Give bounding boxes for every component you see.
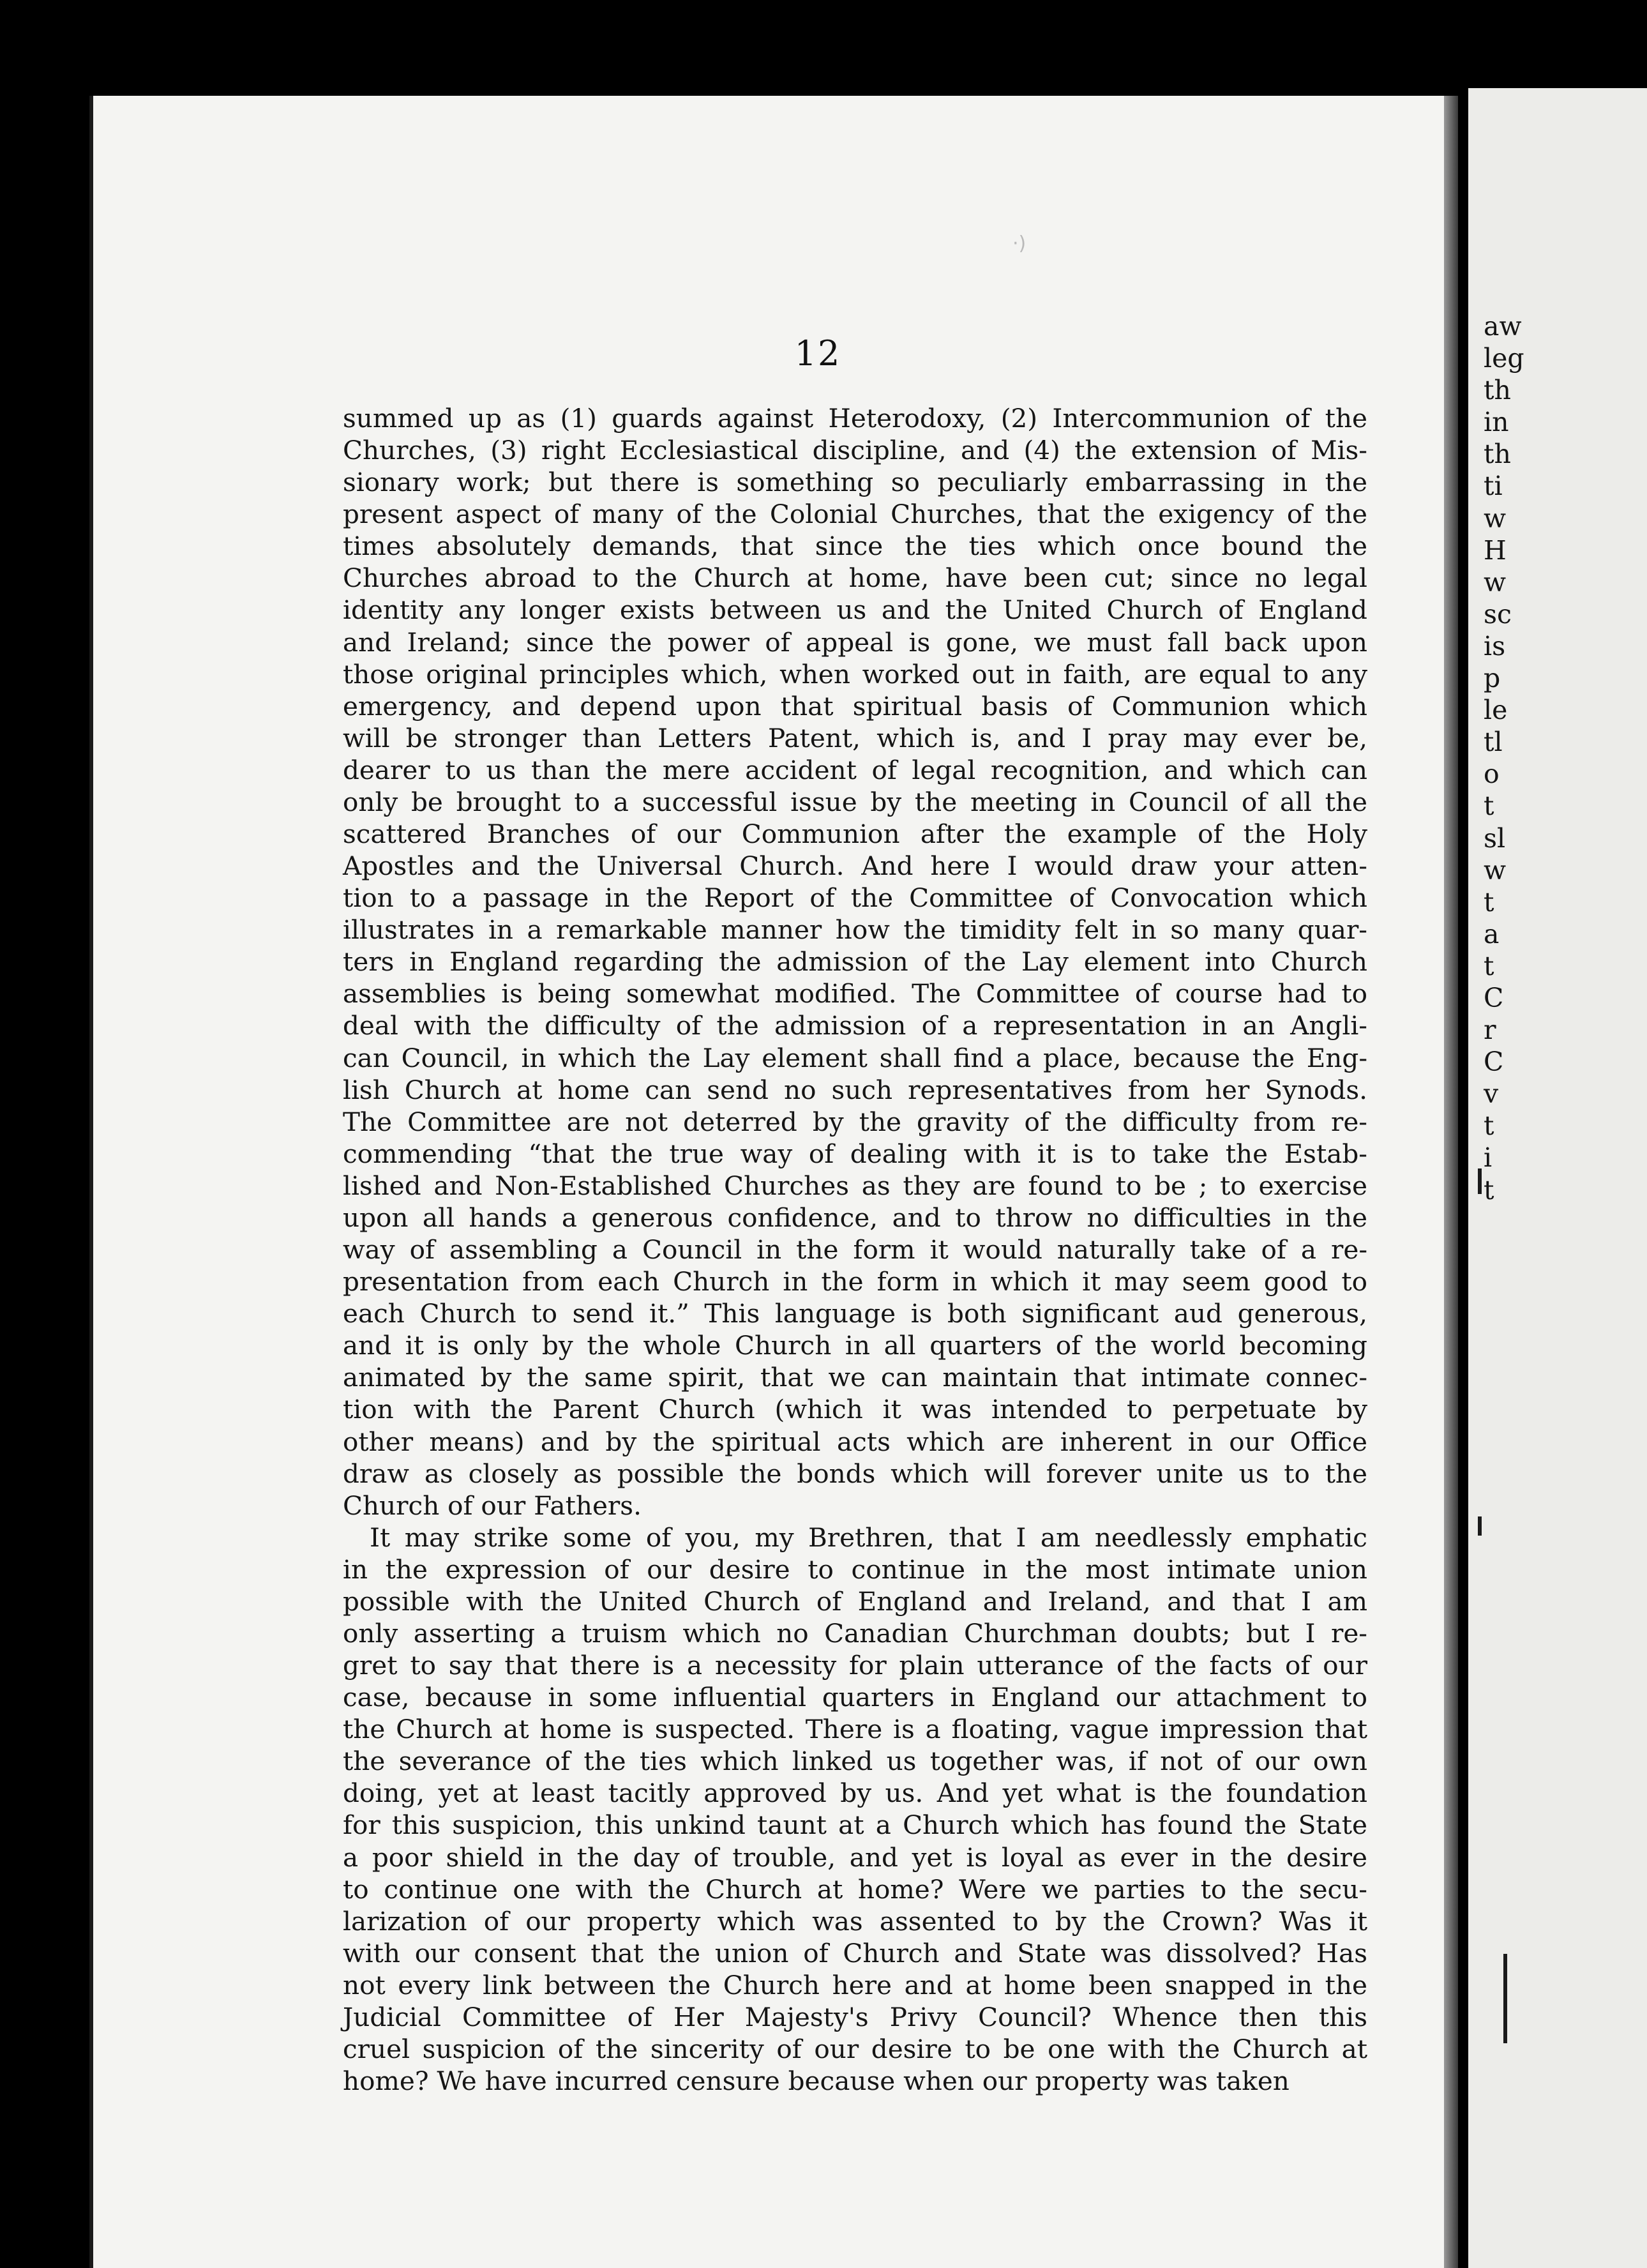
facing-line-fragment: leg bbox=[1484, 343, 1524, 374]
text-line: will be stronger than Letters Patent, which is, and I pray may ever be, bbox=[343, 722, 1367, 753]
book-page bbox=[89, 96, 1450, 2268]
text-line: those original principles which, when worked out in faith, are equal to any bbox=[343, 658, 1367, 690]
text-line: Churches, (3) right Ecclesiastical discipline, and (4) the extension of Mis- bbox=[343, 435, 1367, 466]
facing-line-fragment: sl bbox=[1484, 822, 1506, 854]
text-line: times absolutely demands, that since the ties which once bound the bbox=[343, 531, 1367, 562]
facing-line-fragment: in bbox=[1484, 407, 1509, 438]
text-line: sionary work; but there is something so peculiarly embarrassing in the bbox=[343, 467, 1367, 498]
text-line: lish Church at home can send no such representatives from her Synods. bbox=[343, 1074, 1367, 1105]
text-line: summed up as (1) guards against Heterodoxy, (2) Intercommunion of the bbox=[343, 403, 1367, 434]
text-line: Churches abroad to the Church at home, have been cut; since no legal bbox=[343, 563, 1367, 594]
facing-line-fragment: is bbox=[1484, 630, 1506, 662]
text-line: Church of our Fathers. bbox=[343, 1490, 642, 1521]
text-line: larization of our property which was assented to by the Crown? Was it bbox=[343, 1905, 1367, 1937]
text-line: Apostles and the Universal Church. And here I would draw your atten- bbox=[343, 850, 1367, 882]
ink-smudge: ·) bbox=[1012, 232, 1027, 255]
text-line: can Council, in which the Lay element shall find a place, because the Eng- bbox=[343, 1042, 1367, 1073]
text-line: The Committee are not deterred by the gravity of the difficulty from re- bbox=[343, 1106, 1367, 1137]
text-line: only be brought to a successful issue by the meeting in Council of all the bbox=[343, 786, 1367, 817]
text-line: way of assembling a Council in the form it would naturally take of a re- bbox=[343, 1234, 1367, 1266]
edge-mark bbox=[1478, 1516, 1482, 1536]
text-line: for this suspicion, this unkind taunt at a Church which has found the State bbox=[343, 1810, 1367, 1841]
facing-line-fragment: t bbox=[1484, 1174, 1494, 1206]
text-line: commending “that the true way of dealing with it is to take the Estab- bbox=[343, 1138, 1367, 1169]
facing-line-fragment: tl bbox=[1484, 727, 1503, 758]
text-line: the severance of the ties which linked us together was, if not of our own bbox=[343, 1746, 1367, 1777]
text-line: lished and Non-Established Churches as they are found to be ; to exercise bbox=[343, 1170, 1367, 1201]
facing-line-fragment: C bbox=[1484, 982, 1504, 1013]
text-line: dearer to us than the mere accident of legal recognition, and which can bbox=[343, 754, 1367, 785]
text-line: and it is only by the whole Church in all quarters of the world becoming bbox=[343, 1330, 1367, 1361]
facing-line-fragment: v bbox=[1484, 1078, 1499, 1110]
facing-line-fragment: o bbox=[1484, 759, 1500, 790]
text-line: home? We have incurred censure because when our property was taken bbox=[343, 2066, 1290, 2097]
text-line: the Church at home is suspected. There is a floating, vague impression that bbox=[343, 1714, 1367, 1745]
text-line: emergency, and depend upon that spiritual basis of Communion which bbox=[343, 690, 1367, 722]
facing-line-fragment: w bbox=[1484, 854, 1507, 886]
edge-mark bbox=[1503, 1954, 1507, 2043]
facing-line-fragment: i bbox=[1484, 1142, 1493, 1174]
text-line: upon all hands a generous confidence, and to throw no difficulties in the bbox=[343, 1202, 1367, 1233]
edge-mark bbox=[1478, 1168, 1482, 1194]
facing-line-fragment: aw bbox=[1484, 311, 1522, 342]
text-line: Judicial Committee of Her Majesty's Privy Council? Whence then this bbox=[343, 2001, 1367, 2032]
text-line: It may strike some of you, my Brethren, that I am needlessly emphatic bbox=[370, 1522, 1367, 1553]
text-line: assemblies is being somewhat modified. The Committee of course had to bbox=[343, 978, 1367, 1009]
facing-line-fragment: sc bbox=[1484, 598, 1512, 630]
page-edge-shadow bbox=[1444, 96, 1458, 2268]
text-line: animated by the same spirit, that we can maintain that intimate connec- bbox=[343, 1362, 1367, 1393]
text-line: identity any longer exists between us and the United Church of England bbox=[343, 594, 1367, 626]
text-line: deal with the difficulty of the admission of a representation in an Angli- bbox=[343, 1010, 1367, 1041]
facing-line-fragment: p bbox=[1484, 663, 1501, 694]
facing-line-fragment: le bbox=[1484, 695, 1508, 726]
page-number: 12 bbox=[794, 333, 841, 374]
text-line: cruel suspicion of the sincerity of our desire to be one with the Church at bbox=[343, 2033, 1367, 2064]
text-line: other means) and by the spiritual acts which are inherent in our Office bbox=[343, 1426, 1367, 1457]
facing-line-fragment: t bbox=[1484, 950, 1494, 981]
text-line: gret to say that there is a necessity for plain utterance of the facts of our bbox=[343, 1650, 1367, 1681]
facing-line-fragment: t bbox=[1484, 790, 1494, 822]
facing-line-fragment: r bbox=[1484, 1015, 1496, 1046]
facing-line-fragment: ti bbox=[1484, 471, 1503, 502]
page-body-text bbox=[343, 402, 1367, 2097]
facing-line-fragment: t bbox=[1484, 1110, 1494, 1142]
facing-line-fragment: w bbox=[1484, 566, 1507, 598]
text-line: doing, yet at least tacitly approved by us. And yet what is the foundation bbox=[343, 1778, 1367, 1809]
text-line: tion with the Parent Church (which it was intended to perpetuate by bbox=[343, 1394, 1367, 1425]
text-line: each Church to send it.” This language is both significant aud generous, bbox=[343, 1298, 1367, 1329]
text-line: with our consent that the union of Church and State was dissolved? Has bbox=[343, 1937, 1367, 1969]
facing-line-fragment: w bbox=[1484, 503, 1507, 534]
facing-line-fragment: C bbox=[1484, 1047, 1504, 1078]
text-line: to continue one with the Church at home? Were we parties to the secu- bbox=[343, 1873, 1367, 1905]
facing-line-fragment: a bbox=[1484, 918, 1500, 949]
facing-page-text-fragments bbox=[1484, 310, 1524, 1206]
text-line: a poor shield in the day of trouble, and yet is loyal as ever in the desire bbox=[343, 1841, 1367, 1873]
text-line: ters in England regarding the admission of the Lay element into Church bbox=[343, 946, 1367, 978]
text-line: tion to a passage in the Report of the Committee of Convocation which bbox=[343, 882, 1367, 914]
facing-page-edge bbox=[1468, 88, 1647, 2268]
text-line: case, because in some influential quarters in England our attachment to bbox=[343, 1682, 1367, 1713]
text-line: illustrates in a remarkable manner how the timidity felt in so many quar- bbox=[343, 914, 1367, 946]
facing-line-fragment: t bbox=[1484, 886, 1494, 918]
text-line: not every link between the Church here and at home been snapped in the bbox=[343, 1969, 1367, 2000]
facing-line-fragment: th bbox=[1484, 439, 1511, 470]
facing-line-fragment: H bbox=[1484, 534, 1507, 566]
text-line: only asserting a truism which no Canadian Churchman doubts; but I re- bbox=[343, 1617, 1367, 1649]
text-line: scattered Branches of our Communion after the example of the Holy bbox=[343, 819, 1367, 850]
text-line: draw as closely as possible the bonds which will forever unite us to the bbox=[343, 1458, 1367, 1489]
facing-line-fragment: th bbox=[1484, 375, 1511, 406]
text-line: in the expression of our desire to continue in the most intimate union bbox=[343, 1554, 1367, 1585]
text-line: present aspect of many of the Colonial Churches, that the exigency of the bbox=[343, 499, 1367, 530]
text-line: presentation from each Church in the form in which it may seem good to bbox=[343, 1266, 1367, 1297]
text-line: and Ireland; since the power of appeal is gone, we must fall back upon bbox=[343, 626, 1367, 658]
text-line: possible with the United Church of England and Ireland, and that I am bbox=[343, 1585, 1367, 1617]
